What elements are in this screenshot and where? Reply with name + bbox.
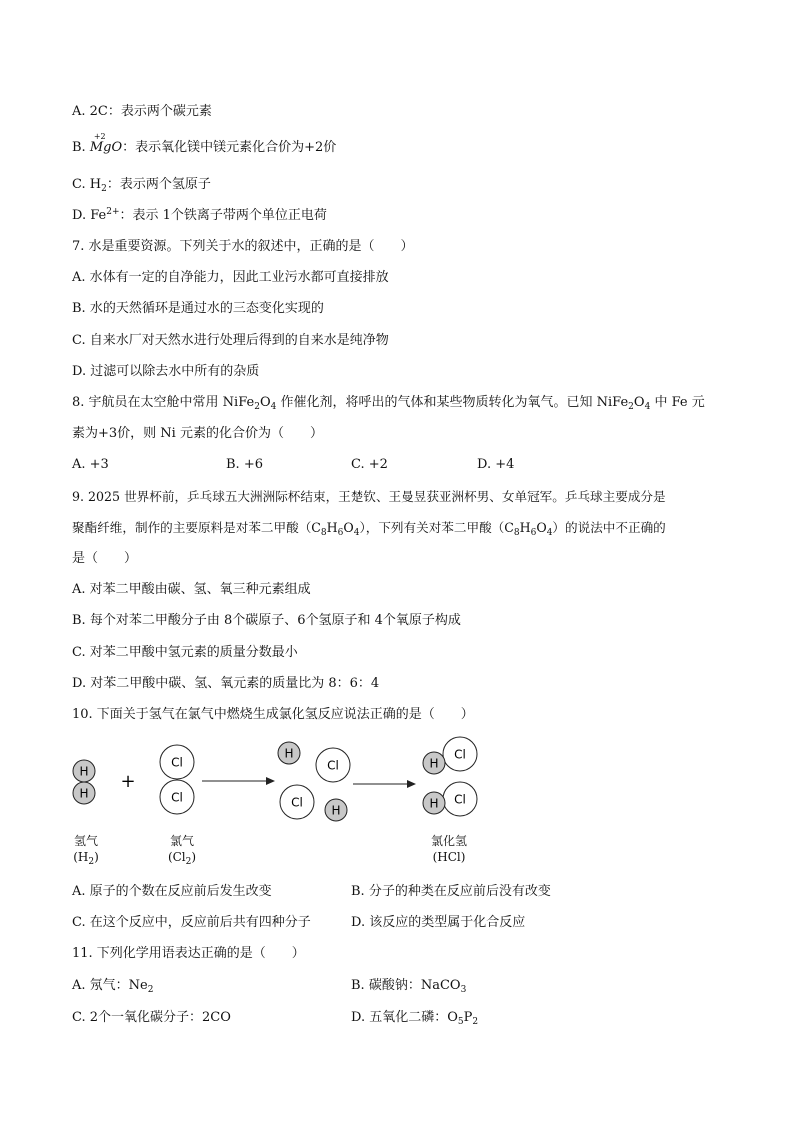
q11-b-text: B. 碳酸钠：NaCO bbox=[351, 978, 461, 993]
q9-option-c: C. 对苯二甲酸中氢元素的质量分数最小 bbox=[72, 645, 298, 660]
q11-b-sub: 3 bbox=[460, 985, 467, 995]
q7-option-b: B. 水的天然循环是通过水的三态变化实现的 bbox=[72, 301, 324, 316]
q9-l2-g: ）的说法中不正确的 bbox=[552, 520, 666, 535]
q10-stem: 10. 下面关于氢气在氯气中燃烧生成氯化氢反应说法正确的是（ ） bbox=[72, 707, 474, 722]
cl2-molecule bbox=[160, 745, 194, 814]
cap2-end: ) bbox=[191, 850, 197, 864]
q6-d-sup: 2+ bbox=[106, 207, 120, 217]
q8-s1-e: 中 Fe 元 bbox=[650, 395, 705, 410]
caption-chlorine bbox=[164, 833, 200, 865]
caption-hcl-name: 氯化氢 bbox=[430, 834, 467, 848]
q6-option-b-prefix: B. bbox=[72, 140, 90, 155]
q9-l2-s4: 8 bbox=[513, 528, 520, 538]
reaction-arrow bbox=[202, 777, 275, 785]
q11-d-sub2: 2 bbox=[472, 1017, 479, 1027]
cl-atom-label: Cl bbox=[171, 790, 183, 805]
q7-option-c: C. 自来水厂对天然水进行处理后得到的自来水是纯净物 bbox=[72, 333, 389, 348]
cl-atom-label: Cl bbox=[454, 792, 466, 807]
q9-option-a: A. 对苯二甲酸由碳、氢、氧三种元素组成 bbox=[72, 582, 311, 597]
h-atom-label: H bbox=[429, 796, 439, 811]
q6-c-sub: 2 bbox=[101, 184, 107, 194]
cl-atom-label: Cl bbox=[454, 747, 466, 762]
h-atom-label: H bbox=[284, 746, 294, 761]
q9-l2-s2: 6 bbox=[337, 528, 344, 538]
q9-l2-d: ），下列有关对苯二甲酸（C bbox=[359, 520, 514, 535]
caption-hydrogen-chloride bbox=[425, 833, 473, 865]
caption-hydrogen-name: 氢气 bbox=[73, 834, 98, 848]
q11-a-text: A. 氖气：Ne bbox=[72, 978, 148, 993]
q9-l2-a: 聚酯纤维，制作的主要原料是对苯二甲酸（C bbox=[72, 520, 321, 535]
q11-a-sub: 2 bbox=[147, 985, 154, 995]
q10-option-d: D. 该反应的类型属于化合反应 bbox=[351, 915, 526, 930]
hcl-molecule bbox=[423, 782, 477, 816]
q8-s1-b: O bbox=[259, 395, 271, 410]
q9-option-d: D. 对苯二甲酸中碳、氢、氧元素的质量比为 8：6：4 bbox=[72, 676, 380, 691]
hcl-molecule bbox=[423, 737, 477, 774]
q6-option-d bbox=[72, 208, 327, 224]
caption-hcl-formula: (HCl) bbox=[432, 850, 466, 864]
q8-s1-c: 作催化剂，将呼出的气体和某些物质转化为氧气。已知 NiFe bbox=[276, 395, 629, 410]
q6-c-text: ：表示两个氢原子 bbox=[106, 177, 211, 192]
cl-atom-label: Cl bbox=[327, 758, 339, 773]
q9-l2-s5: 6 bbox=[530, 528, 537, 538]
q6-d-text: ：表示 1个铁离子带两个单位正电荷 bbox=[119, 208, 327, 223]
cap1-end: ) bbox=[94, 850, 99, 864]
q7-option-a: A. 水体有一定的自净能力，因此工业污水都可直接排放 bbox=[72, 270, 389, 285]
caption-hydrogen bbox=[70, 833, 102, 865]
q9-stem-line2 bbox=[72, 520, 666, 536]
caption-chlorine-formula bbox=[164, 849, 200, 865]
q6-option-c bbox=[72, 177, 211, 193]
cap2-formula: (Cl bbox=[167, 850, 186, 864]
q11-option-a bbox=[72, 978, 153, 994]
h-atom-label: H bbox=[79, 786, 89, 801]
q6-option-a: A. 2C：表示两个碳元素 bbox=[72, 104, 212, 119]
q8-option-c: C. +2 bbox=[351, 457, 388, 472]
cap2-sub: 2 bbox=[185, 857, 192, 867]
separated-atoms bbox=[278, 742, 350, 821]
q8-stem-line1 bbox=[72, 395, 705, 411]
q10-option-c: C. 在这个反应中，反应前后共有四种分子 bbox=[72, 915, 311, 930]
h-atom-label: H bbox=[429, 756, 439, 771]
cap1-sub: 2 bbox=[88, 857, 95, 867]
q10-option-b: B. 分子的种类在反应前后没有改变 bbox=[351, 884, 551, 899]
q9-option-b: B. 每个对苯二甲酸分子由 8个碳原子、6个氢原子和 4个氧原子构成 bbox=[72, 613, 461, 628]
reaction-arrow bbox=[353, 780, 416, 788]
q8-s1-sub3: 2 bbox=[628, 402, 634, 412]
q8-option-b: B. +6 bbox=[226, 457, 263, 472]
cap1-formula: (H bbox=[73, 850, 89, 864]
plus-sign: + bbox=[120, 771, 136, 792]
q9-l2-b: H bbox=[326, 520, 338, 535]
reaction-diagram bbox=[60, 735, 520, 870]
q6-option-b-text: ：表示氧化镁中镁元素化合价为+2价 bbox=[122, 140, 337, 155]
mgo-formula bbox=[89, 132, 123, 156]
q8-s1-d: O bbox=[633, 395, 645, 410]
q9-l2-c: O bbox=[343, 520, 354, 535]
h2-molecule bbox=[73, 760, 95, 804]
q11-option-c: C. 2个一氧化碳分子：2CO bbox=[72, 1010, 231, 1025]
q7-option-d: D. 过滤可以除去水中所有的杂质 bbox=[72, 364, 260, 379]
q9-stem-line1: 9. 2025 世界杯前，乒乓球五大洲洲际杯结束，王楚钦、王曼昱获亚洲杯男、女单冠军。乒乓球主要成分是 bbox=[72, 489, 666, 504]
h-atom-label: H bbox=[331, 803, 341, 818]
q11-option-b bbox=[351, 978, 466, 994]
q9-l2-e: H bbox=[519, 520, 531, 535]
q9-l2-f: O bbox=[536, 520, 547, 535]
q11-d-sub1: 5 bbox=[457, 1017, 464, 1027]
q6-d-prefix: D. Fe bbox=[72, 208, 107, 223]
mgo-text: MgO bbox=[89, 140, 123, 155]
q11-d-text: D. 五氧化二磷：O bbox=[351, 1010, 458, 1025]
caption-chlorine-name: 氯气 bbox=[169, 834, 194, 848]
q11-option-d bbox=[351, 1010, 478, 1026]
q9-stem-line3: 是（ ） bbox=[72, 551, 138, 566]
q6-c-prefix: C. H bbox=[72, 177, 102, 192]
h-atom-label: H bbox=[79, 764, 89, 779]
q10-option-a: A. 原子的个数在反应前后发生改变 bbox=[72, 884, 272, 899]
q6-option-b bbox=[72, 132, 337, 156]
q11-stem: 11. 下列化学用语表达正确的是（ ） bbox=[72, 946, 305, 961]
q8-s1-sub2: 4 bbox=[270, 402, 277, 412]
q9-l2-s1: 8 bbox=[320, 528, 327, 538]
q8-s1-sub4: 4 bbox=[644, 402, 651, 412]
q9-l2-s3: 4 bbox=[353, 528, 360, 538]
reaction-svg bbox=[60, 735, 520, 830]
q8-stem-line2: 素为+3价，则 Ni 元素的化合价为（ ） bbox=[72, 426, 323, 441]
q8-option-a: A. +3 bbox=[72, 457, 109, 472]
q8-option-d: D. +4 bbox=[477, 457, 515, 472]
cl-atom-label: Cl bbox=[171, 755, 183, 770]
q11-d-mid: P bbox=[463, 1010, 473, 1025]
q8-s1-sub1: 2 bbox=[254, 402, 260, 412]
q7-stem: 7. 水是重要资源。下列关于水的叙述中，正确的是（ ） bbox=[72, 239, 414, 254]
q8-s1-a: 8. 宇航员在太空舱中常用 NiFe bbox=[72, 395, 255, 410]
q9-l2-s6: 4 bbox=[546, 528, 553, 538]
oxidation-state: +2 bbox=[93, 132, 106, 141]
caption-hydrogen-formula bbox=[70, 849, 102, 865]
cl-atom-label: Cl bbox=[291, 795, 303, 810]
